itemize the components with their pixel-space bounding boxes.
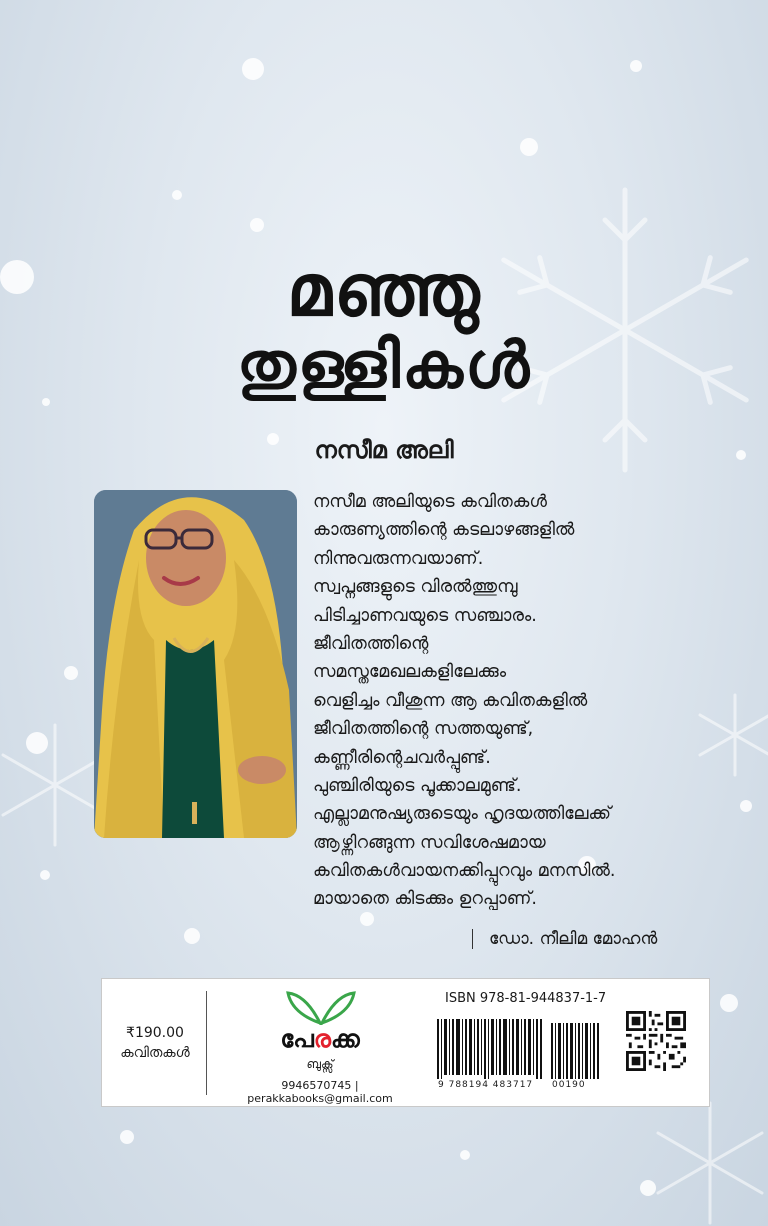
leaf-logo-icon (286, 989, 356, 1025)
snow-dot (120, 1130, 134, 1144)
divider (206, 991, 207, 1095)
blurb-text (313, 488, 753, 914)
blurb-line: പുഞ്ചിരിയുടെ പൂക്കാലമുണ്ട്. (313, 775, 522, 796)
reviewer-name: ഡോ. നീലിമ മോഹൻ (472, 929, 657, 949)
snow-dot (460, 1150, 470, 1160)
price-block (114, 1023, 196, 1063)
author-photo (94, 490, 297, 838)
barcode-number: 9 788194 483717 (438, 1080, 534, 1090)
blurb-line: കവിതകൾവായനക്കിപ്പുറവും മനസിൽ. (313, 861, 616, 882)
isbn-label: ISBN 978-81-944837-1-7 (445, 991, 607, 1006)
blurb-line: കാരുണ്യത്തിന്റെ കടലാഴങ്ങളിൽ (313, 520, 575, 541)
book-title-line-2: തുള്ളികൾ (236, 329, 532, 403)
publisher-logo-prefix: പേ (280, 1025, 314, 1053)
blurb-line: ജീവിതത്തിന്റെ (313, 633, 429, 654)
book-title-line-1: മഞ്ഞു (286, 248, 482, 332)
snow-dot (242, 58, 264, 80)
publisher-logo-suffix: ക്ക (330, 1025, 360, 1053)
blurb-line: സ്വപ്നങ്ങളുടെ വിരൽത്തുമ്പു (313, 577, 518, 598)
price-addon-barcode (551, 1019, 599, 1079)
blurb-line: ജീവിതത്തിന്റെ സത്തയുണ്ട്, (313, 719, 534, 740)
publisher-logo-accent: ര (313, 1025, 331, 1053)
publisher-contact: 9946570745 | perakkabooks@gmail.com (247, 1079, 393, 1105)
snow-dot (250, 218, 264, 232)
blurb-line: ആഴ്ന്നിറങ്ങുന്ന സവിശേഷമായ (313, 832, 546, 853)
publisher-logo-text (250, 1025, 390, 1053)
blurb-line: കണ്ണീരിന്റെചവർപ്പുണ്ട്. (313, 747, 491, 768)
blurb-line: സമസ്തമേഖലകളിലേക്കും (313, 662, 507, 683)
blurb-line: നിന്നുവരുന്നവയാണ്. (313, 548, 484, 569)
snowflake-icon (650, 1100, 768, 1226)
blurb-line: വെളിച്ചം വീശുന്ന ആ കവിതകളിൽ (313, 690, 588, 711)
publisher-info-panel (101, 978, 710, 1107)
snow-dot (40, 870, 50, 880)
isbn-barcode (437, 1019, 543, 1079)
publisher-logo-subtitle: ബുക്സ് (306, 1057, 334, 1071)
qr-code (626, 1011, 686, 1071)
barcode-addon-number: 00190 (552, 1080, 586, 1090)
author-name: നസീമ അലി (314, 436, 454, 464)
snow-dot (360, 912, 374, 926)
snow-dot (172, 190, 182, 200)
snow-dot (630, 60, 642, 72)
snow-dot (64, 666, 78, 680)
blurb-line: എല്ലാമനുഷ്യരുടെയും ഹൃദയത്തിലേക്ക് (313, 804, 611, 825)
snow-dot (520, 138, 538, 156)
blurb-line: മായാതെ കിടക്കും ഉറപ്പാണ്. (313, 889, 537, 910)
category-label: കവിതകൾ (120, 1045, 190, 1061)
blurb-line: നസീമ അലിയുടെ കവിതകൾ (313, 492, 547, 512)
author-portrait-illustration (94, 490, 297, 838)
price: ₹190.00 (126, 1025, 184, 1041)
snow-dot (720, 994, 738, 1012)
blurb-line: പിടിച്ചാണവയുടെ സഞ്ചാരം. (313, 605, 537, 626)
snow-dot (184, 928, 200, 944)
